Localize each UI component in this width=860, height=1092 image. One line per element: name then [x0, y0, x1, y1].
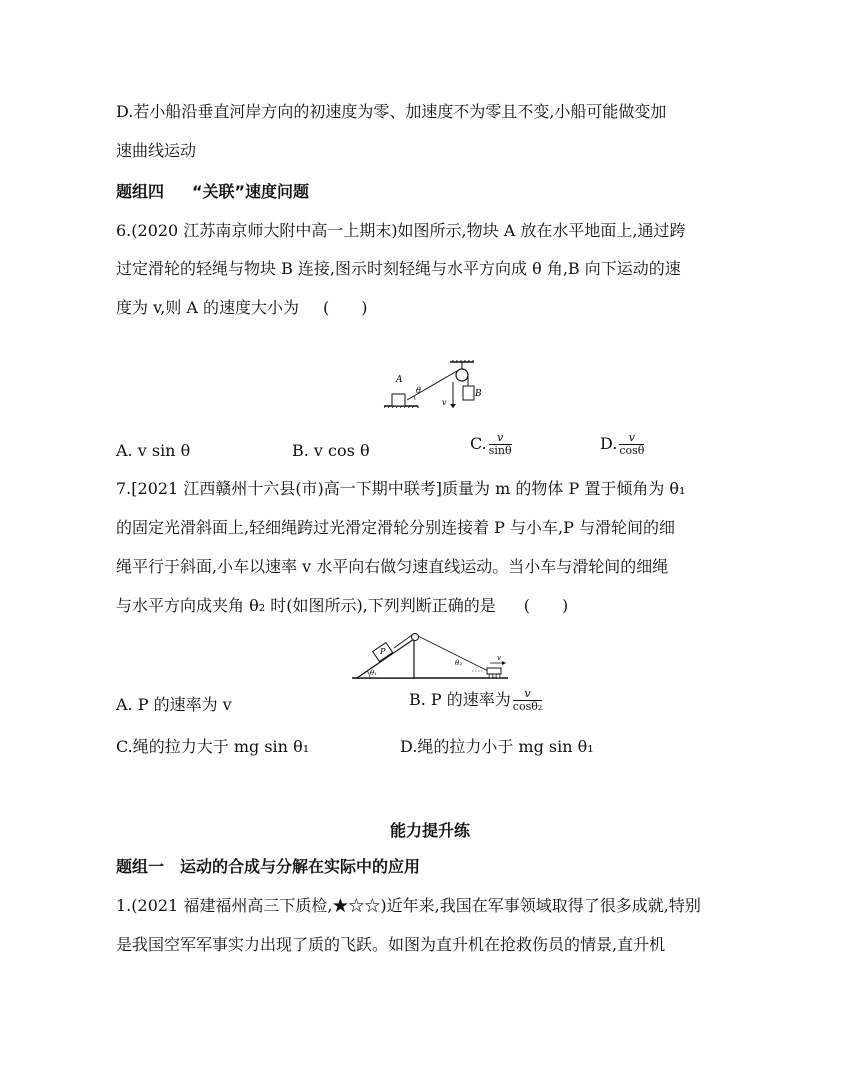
q6-option-d — [600, 432, 644, 457]
q6-answer-paren: ( ) — [323, 298, 368, 317]
q6-option-c-denominator: sinθ — [488, 444, 512, 457]
q6-velocity-label: v — [442, 398, 447, 407]
pulley-wheel — [456, 369, 468, 381]
q6-rope — [407, 371, 457, 400]
q7-line4 — [116, 595, 568, 617]
q6-option-d-prefix: D. — [600, 434, 618, 453]
block-b-label: B — [475, 389, 482, 399]
block-b — [463, 386, 474, 400]
q6-stem-end: 度为 v,则 A 的速度大小为 — [116, 298, 300, 317]
q7-stem-end: 与水平方向成夹角 θ₂ 时(如图所示),下列判断正确的是 — [116, 596, 496, 615]
q7-line2: 的固定光滑斜面上,轻细绳跨过光滑定滑轮分别连接着 P 与小车,P 与滑轮间的细 — [116, 518, 675, 537]
group1-title: 运动的合成与分解在实际中的应用 — [180, 857, 421, 876]
group4-heading — [116, 181, 309, 203]
group4-label: 题组四 — [116, 182, 165, 201]
q6-option-c-prefix: C. — [470, 434, 487, 453]
q7-option-b-prefix: B. P 的速率为 — [409, 690, 511, 709]
q7-theta1-label: θ₁ — [370, 669, 378, 677]
section-title: 能力提升练 — [389, 821, 470, 840]
q7-option-b-numerator: v — [524, 687, 531, 700]
q7-option-b — [409, 688, 542, 713]
q6-angle-label: θ — [416, 386, 421, 395]
block-a — [392, 394, 405, 406]
q7-pulley — [412, 634, 419, 641]
q7-line1: 7.[2021 江西赣州十六县(市)高一下期中联考]质量为 m 的物体 P 置于倾角为 θ₁ — [116, 479, 686, 498]
q6-line3 — [116, 297, 368, 319]
q7-velocity-label: v — [497, 654, 501, 662]
q1-line1: 1.(2021 福建福州高三下质检,★☆☆)近年来,我国在军事领域取得了很多成就,特别 — [116, 896, 701, 915]
q7-answer-paren: ( ) — [523, 596, 569, 615]
group1-label: 题组一 — [116, 857, 165, 876]
q5-option-d-line2: 速曲线运动 — [116, 141, 197, 160]
group4-title: “关联”速度问题 — [192, 182, 310, 201]
q7-option-d: D.绳的拉力小于 mg sin θ₁ — [400, 737, 594, 756]
q6-option-d-numerator: v — [628, 431, 635, 444]
q5-option-d-line1: D.若小船沿垂直河岸方向的初速度为零、加速度不为零且不变,小船可能做变加 — [116, 102, 667, 121]
q6-line1: 6.(2020 江苏南京师大附中高一上期末)如图所示,物块 A 放在水平地面上,通过跨 — [116, 221, 686, 240]
q7-incline-figure — [352, 633, 512, 683]
q6-pulley-figure — [370, 360, 490, 408]
q6-option-d-denominator: cosθ — [619, 444, 645, 457]
group1-heading — [116, 856, 420, 878]
q7-option-a: A. P 的速率为 v — [116, 695, 232, 714]
q6-option-b: B. v cos θ — [292, 441, 370, 460]
q1-line2: 是我国空军军事实力出现了质的飞跃。如图为直升机在抢救伤员的情景,直升机 — [116, 935, 666, 954]
q6-option-c — [470, 432, 512, 457]
q7-option-c: C.绳的拉力大于 mg sin θ₁ — [116, 737, 310, 756]
block-a-label: A — [396, 375, 403, 385]
q6-line2: 过定滑轮的轻绳与物块 B 连接,图示时刻轻绳与水平方向成 θ 角,B 向下运动的速 — [116, 259, 681, 278]
q7-rope — [418, 636, 488, 671]
block-p-label: P — [380, 647, 386, 656]
q6-option-c-numerator: v — [497, 431, 504, 444]
cart — [487, 668, 501, 674]
q7-option-b-denominator: cosθ₂ — [512, 700, 543, 713]
q6-option-a: A. v sin θ — [116, 441, 191, 460]
q7-line3: 绳平行于斜面,小车以速率 v 水平向右做匀速直线运动。当小车与滑轮间的细绳 — [116, 557, 669, 576]
q7-theta2-label: θ₂ — [455, 659, 463, 667]
